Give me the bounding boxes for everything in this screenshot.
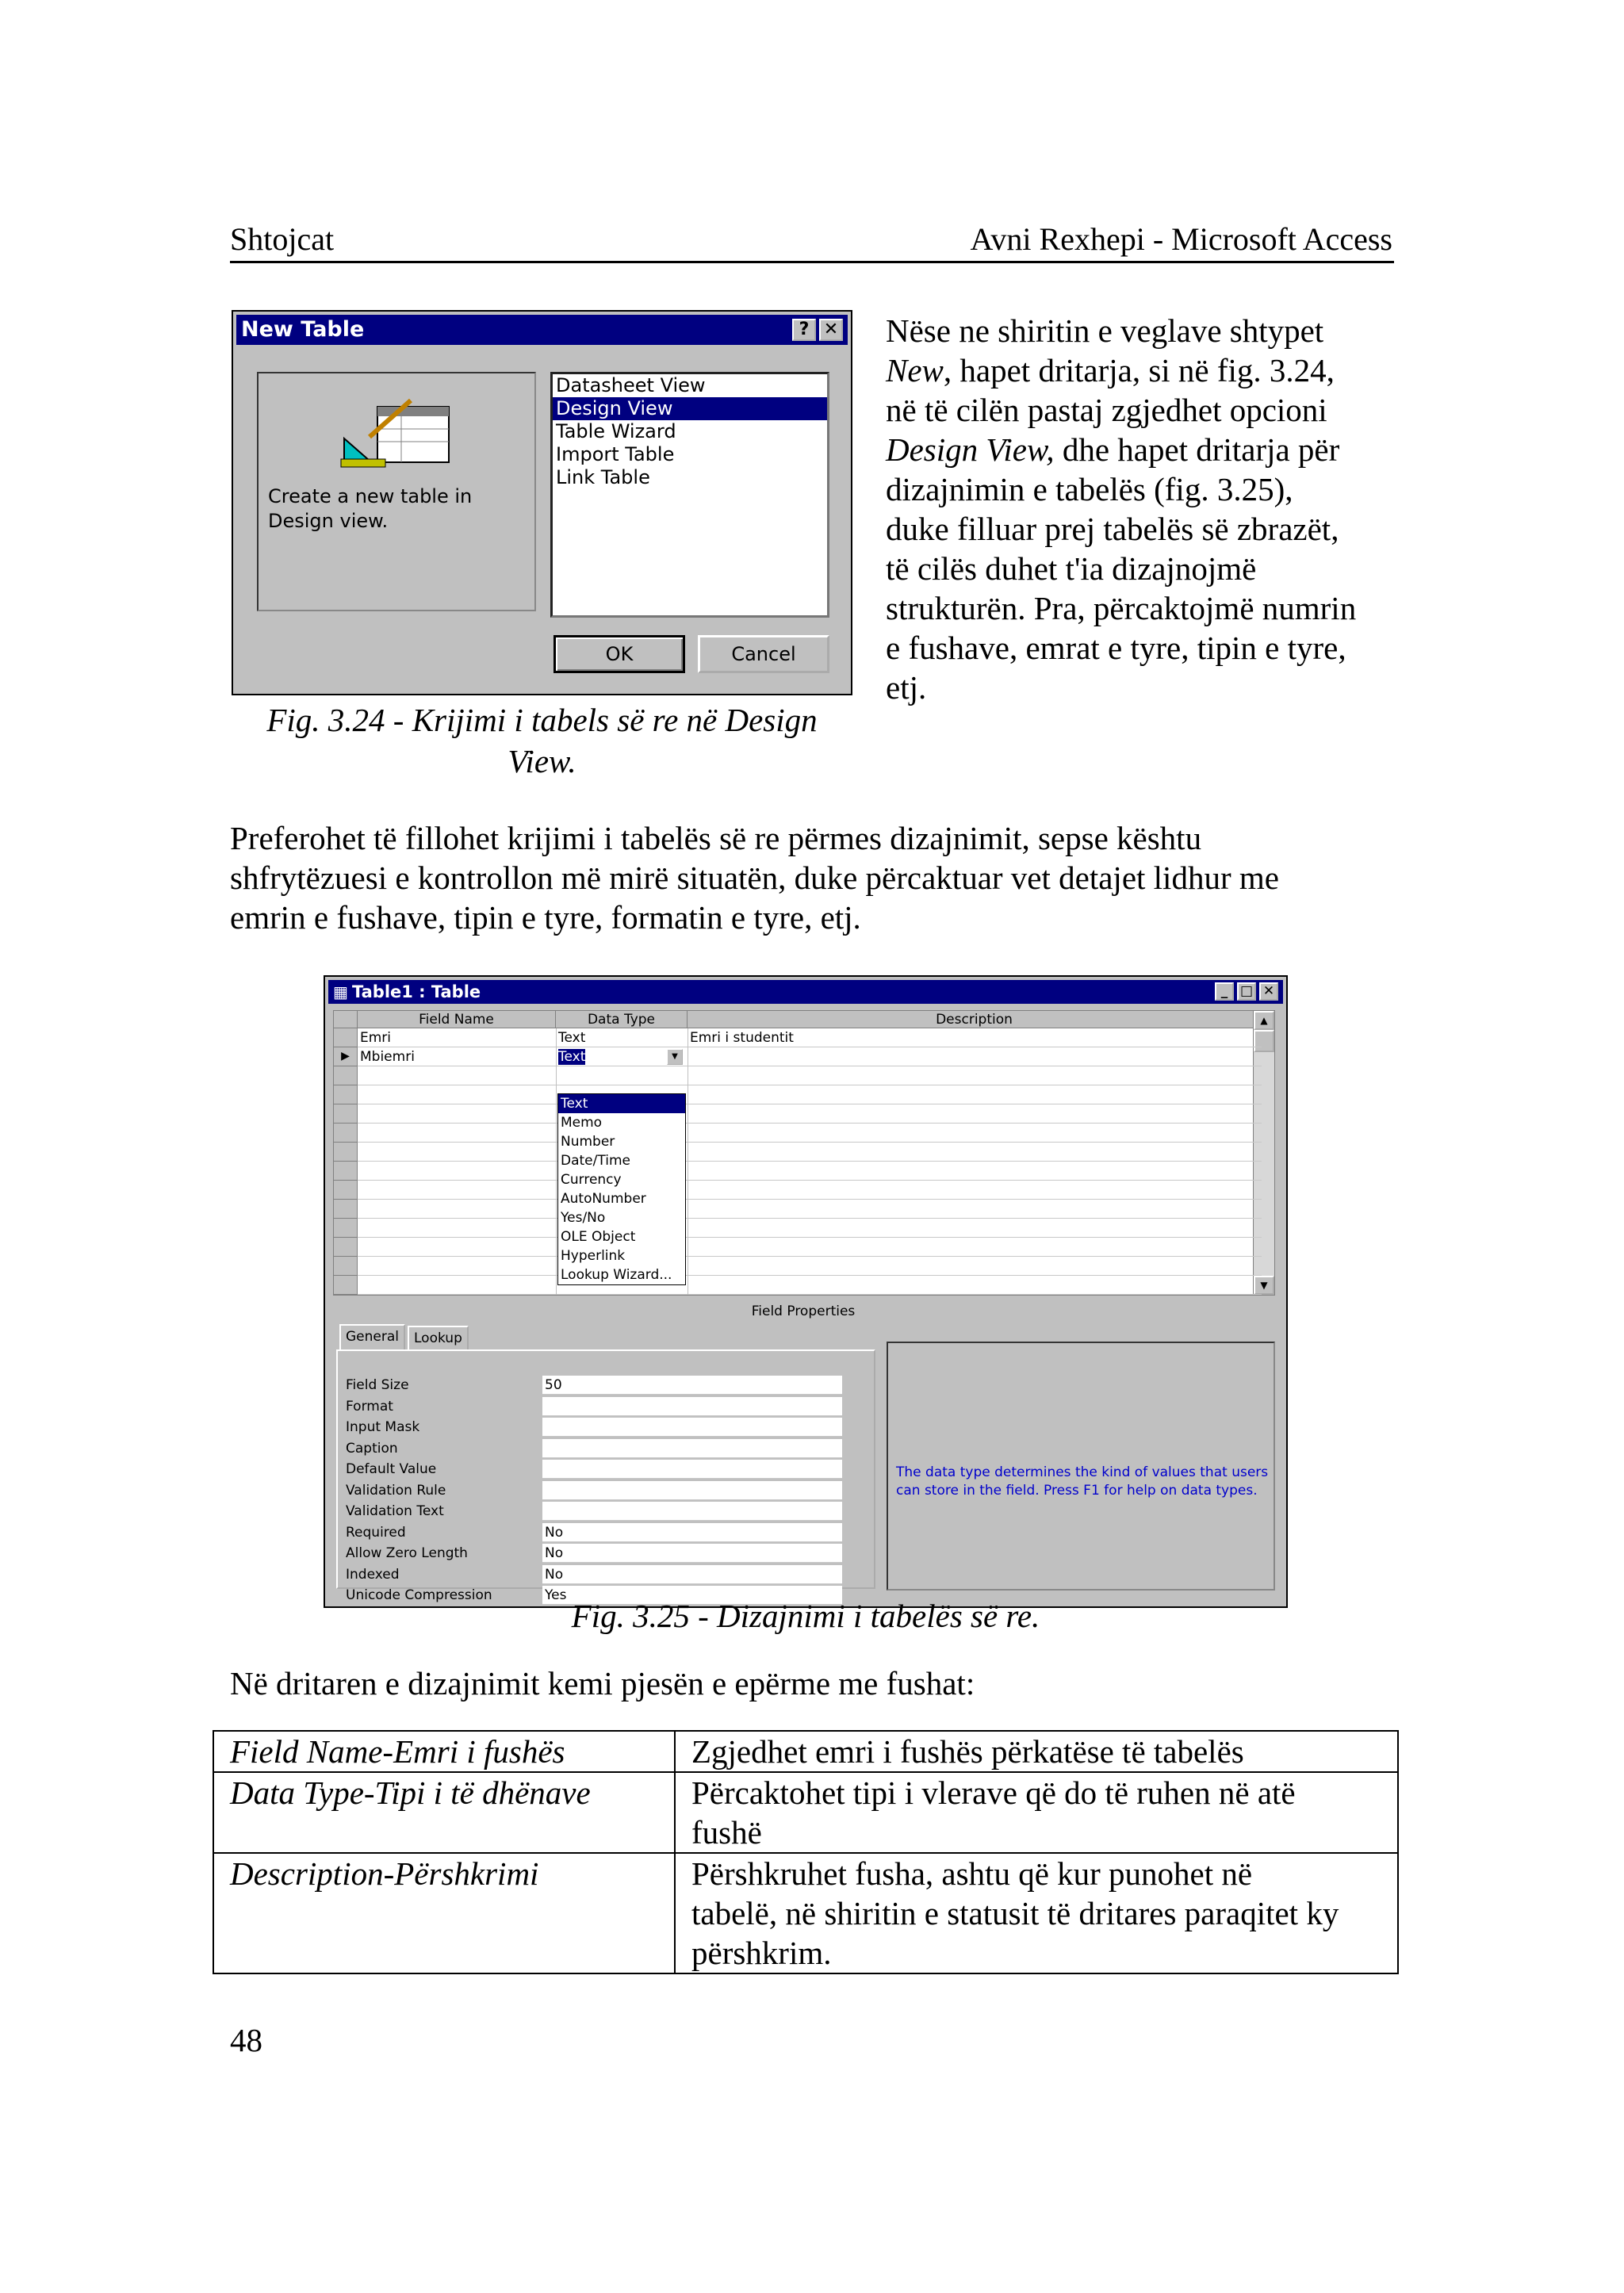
minimize-button[interactable]: _	[1215, 982, 1234, 1001]
column-header-description: Description	[688, 1011, 1262, 1028]
grid-row[interactable]	[334, 1219, 1262, 1238]
column-header-field-name: Field Name	[358, 1011, 556, 1028]
grid-row[interactable]	[334, 1124, 1262, 1143]
property-value[interactable]: No	[542, 1523, 842, 1542]
dialog-title: New Table	[241, 317, 365, 342]
paragraph-line: shfrytëzuesi e kontrollon më mirë situatën, duke përcaktuar vet detajet lidhur me	[230, 859, 1279, 896]
cancel-button[interactable]: Cancel	[698, 635, 829, 673]
property-label: Validation Rule	[346, 1482, 446, 1499]
view-options-list[interactable]	[550, 372, 829, 618]
figure-3-25-caption: Fig. 3.25 - Dizajnimi i tabelës së re.	[571, 1598, 1040, 1634]
tab-general[interactable]: General	[339, 1324, 405, 1349]
figure-3-24-caption	[232, 699, 852, 782]
property-value[interactable]: No	[542, 1544, 842, 1563]
property-value[interactable]	[542, 1481, 842, 1500]
row-selector[interactable]	[334, 1066, 358, 1085]
scroll-down-icon[interactable]: ▼	[1254, 1276, 1274, 1295]
row-selector[interactable]	[334, 1085, 358, 1104]
help-text: The data type determines the kind of values that users can store in the field. Press F1 for help on data types.	[896, 1464, 1269, 1499]
window-close-button[interactable]: ✕	[1259, 982, 1278, 1001]
row-selector[interactable]	[334, 1162, 358, 1181]
property-value[interactable]: Yes	[542, 1586, 842, 1605]
definition-line: përshkrim.	[691, 1935, 832, 1971]
column-divider	[556, 1028, 557, 1295]
intro-line: duke filluar prej tabelës së zbrazët,	[886, 511, 1339, 547]
property-label: Unicode Compression	[346, 1587, 492, 1603]
close-button[interactable]: ✕	[819, 319, 843, 341]
view-option[interactable]: Design View	[553, 397, 827, 420]
definition-cell	[675, 1731, 1398, 1772]
grid-row[interactable]	[334, 1066, 1262, 1085]
property-value[interactable]	[542, 1502, 842, 1521]
definition-line: Zgjedhet emri i fushës përkatëse të tabelës	[691, 1733, 1244, 1770]
field-properties-label: Field Properties	[751, 1303, 856, 1319]
grid-row[interactable]	[334, 1200, 1262, 1219]
table-row	[213, 1853, 1398, 1973]
intro-line: Nëse ne shiritin e veglave shtypet	[886, 312, 1324, 349]
help-button[interactable]: ?	[792, 319, 816, 341]
property-value[interactable]	[542, 1397, 842, 1416]
new-table-dialog	[232, 310, 852, 695]
row-selector[interactable]	[334, 1143, 358, 1162]
grid-row[interactable]	[334, 1257, 1262, 1276]
field-name-cell[interactable]: Mbiemri	[360, 1049, 415, 1065]
intro-line: etj.	[886, 669, 927, 706]
property-label: Allow Zero Length	[346, 1545, 468, 1561]
row-selector[interactable]	[334, 1257, 358, 1276]
property-label: Required	[346, 1524, 406, 1541]
field-grid	[333, 1010, 1275, 1296]
caption-line: Fig. 3.24 - Krijimi i tabels së re në Design	[266, 702, 818, 738]
window-title-bar	[328, 980, 1283, 1004]
running-header-right: Avni Rexhepi - Microsoft Access	[970, 221, 1392, 257]
dropdown-option[interactable]: AutoNumber	[561, 1191, 646, 1207]
view-option[interactable]: Import Table	[556, 443, 675, 465]
dropdown-option[interactable]: Lookup Wizard...	[561, 1267, 672, 1283]
row-selector[interactable]	[334, 1181, 358, 1200]
dropdown-option[interactable]: Memo	[561, 1115, 603, 1131]
grid-row[interactable]	[334, 1143, 1262, 1162]
definition-line: Përcaktohet tipi i vlerave që do të ruhen në atë	[691, 1774, 1296, 1811]
property-value[interactable]	[542, 1418, 842, 1437]
preview-pane	[257, 372, 536, 611]
data-type-dropdown[interactable]	[557, 1093, 686, 1285]
intro-term-new: New	[886, 352, 944, 389]
field-name-cell[interactable]: Emri	[360, 1030, 392, 1046]
scroll-up-icon[interactable]: ▲	[1254, 1011, 1274, 1030]
grid-row[interactable]	[334, 1181, 1262, 1200]
row-selector[interactable]	[334, 1276, 358, 1295]
definition-line: tabelë, në shiritin e statusit të dritares paraqitet ky	[691, 1895, 1339, 1931]
page-number: 48	[230, 2022, 262, 2058]
dropdown-option[interactable]: Number	[561, 1134, 615, 1150]
paragraph-line: Preferohet të fillohet krijimi i tabelës së re përmes dizajnimit, sepse kështu	[230, 820, 1202, 856]
table-design-window	[324, 975, 1288, 1608]
property-label: Input Mask	[346, 1419, 420, 1435]
property-label: Indexed	[346, 1566, 400, 1583]
grid-row[interactable]	[334, 1104, 1262, 1124]
grid-row[interactable]	[334, 1276, 1262, 1295]
running-header-left: Shtojcat	[230, 221, 335, 257]
intro-line: strukturën. Pra, përcaktojmë numrin	[886, 590, 1357, 626]
intro-line: e fushave, emrat e tyre, tipin e tyre,	[886, 630, 1346, 666]
definition-cell	[675, 1772, 1398, 1853]
view-option[interactable]: Table Wizard	[556, 420, 676, 442]
intro-term-design-view: Design View,	[886, 431, 1055, 468]
intro-line: dhe hapet dritarja për	[1054, 431, 1340, 468]
definition-line: Përshkruhet fusha, ashtu që kur punohet në	[691, 1855, 1253, 1892]
grid-row[interactable]	[334, 1238, 1262, 1257]
column-header-data-type: Data Type	[556, 1011, 688, 1028]
property-label: Caption	[346, 1440, 398, 1457]
dropdown-option[interactable]: Yes/No	[561, 1210, 606, 1226]
intro-line: të cilës duhet t'ia dizajnojmë	[886, 550, 1257, 587]
view-option[interactable]: Datasheet View	[556, 374, 706, 396]
row-selector[interactable]	[334, 1219, 358, 1238]
property-value[interactable]: 50	[542, 1376, 842, 1395]
intro-line: dizajnimin e tabelës (fig. 3.25),	[886, 471, 1293, 507]
dropdown-arrow-icon[interactable]: ▼	[667, 1049, 683, 1065]
row-selector[interactable]: ▶	[334, 1047, 358, 1066]
grid-row[interactable]	[334, 1047, 1262, 1066]
paragraph-3: Në dritaren e dizajnimit kemi pjesën e epërme me fushat:	[230, 1665, 975, 1702]
dropdown-option[interactable]: OLE Object	[561, 1229, 636, 1245]
row-selector[interactable]	[334, 1124, 358, 1143]
table-icon: ▦	[333, 982, 348, 1001]
dialog-description: Create a new table in Design view.	[268, 485, 473, 532]
intro-line: në të cilën pastaj zgjedhet opcioni	[886, 392, 1327, 428]
row-selector[interactable]	[334, 1104, 358, 1124]
property-value[interactable]: No	[542, 1565, 842, 1584]
row-selector[interactable]	[334, 1028, 358, 1047]
term-cell: Data Type-Tipi i të dhënave	[213, 1772, 675, 1853]
intro-paragraph	[886, 311, 1409, 707]
definition-cell	[675, 1853, 1398, 1973]
property-value[interactable]	[542, 1460, 842, 1479]
table-row	[213, 1731, 1398, 1772]
view-option[interactable]: Link Table	[556, 466, 650, 488]
maximize-button[interactable]: □	[1237, 982, 1256, 1001]
paragraph-line: emrin e fushave, tipin e tyre, formatin e tyre, etj.	[230, 899, 861, 936]
data-type-cell[interactable]: Text	[558, 1030, 586, 1046]
general-properties-panel	[336, 1349, 875, 1603]
table-row	[213, 1772, 1398, 1853]
row-selector-header	[334, 1011, 358, 1028]
paragraph-2	[230, 818, 1404, 937]
property-value[interactable]	[542, 1439, 842, 1458]
dialog-title-bar	[236, 315, 848, 345]
data-type-selected-value[interactable]: Text	[558, 1049, 586, 1065]
term-cell: Field Name-Emri i fushës	[213, 1731, 675, 1772]
property-label: Validation Text	[346, 1503, 444, 1519]
fields-description-table	[213, 1730, 1399, 1974]
dropdown-option[interactable]: Hyperlink	[561, 1248, 626, 1264]
ok-button[interactable]: OK	[553, 635, 685, 673]
grid-row[interactable]	[334, 1028, 1262, 1047]
term-cell: Description-Përshkrimi	[213, 1853, 675, 1973]
property-label: Format	[346, 1398, 393, 1414]
caption-line: View.	[508, 743, 576, 779]
tab-lookup[interactable]: Lookup	[408, 1326, 469, 1349]
help-pane	[887, 1342, 1275, 1591]
grid-row[interactable]	[334, 1162, 1262, 1181]
description-cell[interactable]: Emri i studentit	[690, 1030, 794, 1046]
definition-line: fushë	[691, 1814, 762, 1851]
dropdown-option[interactable]: Date/Time	[561, 1153, 630, 1169]
property-label: Field Size	[346, 1377, 409, 1393]
window-title: Table1 : Table	[352, 982, 481, 1001]
property-label: Default Value	[346, 1461, 437, 1477]
intro-line: , hapet dritarja, si në fig. 3.24,	[943, 352, 1335, 389]
row-selector[interactable]	[334, 1238, 358, 1257]
row-selector[interactable]	[334, 1200, 358, 1219]
header-rule	[230, 261, 1394, 263]
dropdown-option[interactable]: Text	[558, 1094, 685, 1113]
grid-row[interactable]	[334, 1085, 1262, 1104]
data-type-cell[interactable]	[556, 1047, 685, 1066]
dropdown-option[interactable]: Currency	[561, 1172, 622, 1188]
design-view-icon	[338, 397, 457, 477]
